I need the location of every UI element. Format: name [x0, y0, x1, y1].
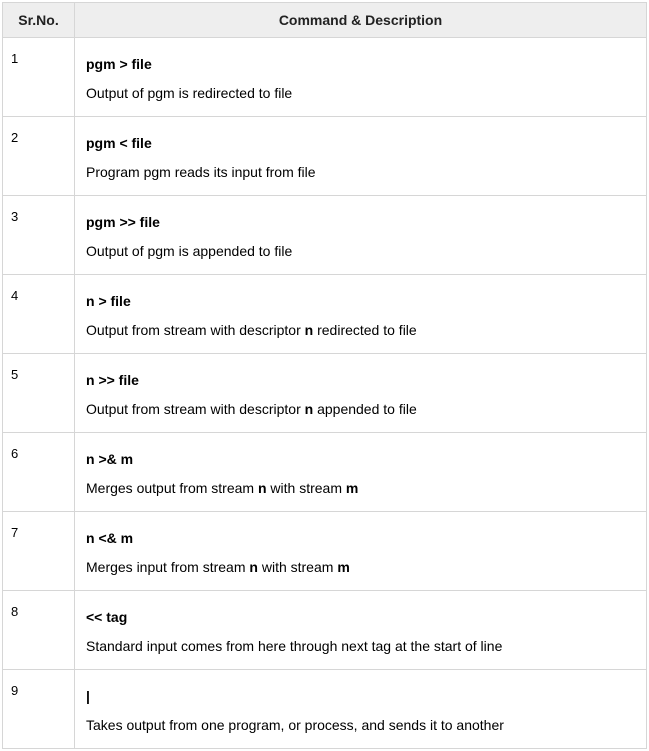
- table-row: [3, 275, 647, 354]
- command-description-cell: [75, 591, 647, 670]
- command-text: pgm >> file: [86, 214, 160, 230]
- description-segment: with stream: [266, 480, 346, 496]
- command-text: n >> file: [86, 372, 139, 388]
- table-row: [3, 354, 647, 433]
- description-segment: Output from stream with descriptor: [86, 322, 305, 338]
- sr-no-cell: 1: [3, 38, 75, 117]
- description-emphasis: n: [249, 559, 258, 575]
- description-text: [86, 559, 646, 575]
- description-text: [86, 638, 646, 654]
- sr-no-cell: 8: [3, 591, 75, 670]
- description-text: [86, 480, 646, 496]
- description-segment: Output of pgm is redirected to file: [86, 85, 293, 101]
- description-segment: appended to file: [313, 401, 417, 417]
- description-segment: Program pgm reads its input from file: [86, 164, 316, 180]
- table-body: [3, 38, 647, 749]
- command-description-cell: [75, 354, 647, 433]
- table-row: [3, 512, 647, 591]
- description-emphasis: n: [257, 480, 267, 496]
- command-description-cell: [75, 670, 647, 749]
- table-row: [3, 591, 647, 670]
- header-sr-no: Sr.No.: [3, 3, 75, 38]
- command-description-cell: [75, 38, 647, 117]
- table-header-row: [3, 3, 647, 38]
- table-row: [3, 670, 647, 749]
- command-text: n <& m: [86, 530, 134, 546]
- sr-no-cell: 7: [3, 512, 75, 591]
- sr-no-cell: 9: [3, 670, 75, 749]
- command-description-cell: [75, 117, 647, 196]
- table-row: [3, 433, 647, 512]
- description-text: [86, 322, 646, 338]
- command-table: [2, 2, 647, 749]
- sr-no-cell: 4: [3, 275, 75, 354]
- description-segment: Merges input from stream: [86, 559, 250, 575]
- command-text: pgm < file: [86, 135, 152, 151]
- description-segment: Merges output from stream: [86, 480, 258, 496]
- table-row: [3, 117, 647, 196]
- description-segment: redirected to file: [313, 322, 417, 338]
- sr-no-cell: 5: [3, 354, 75, 433]
- sr-no-cell: 6: [3, 433, 75, 512]
- header-command-description: Command & Description: [75, 3, 647, 38]
- command-text: pgm > file: [86, 56, 152, 72]
- table-row: [3, 38, 647, 117]
- description-text: [86, 164, 646, 180]
- description-emphasis: m: [337, 559, 350, 575]
- description-segment: with stream: [257, 559, 338, 575]
- description-segment: Standard input comes from here through next tag at the start of line: [86, 638, 503, 654]
- description-text: [86, 717, 646, 733]
- command-text: |: [86, 688, 90, 704]
- description-emphasis: n: [304, 401, 314, 417]
- description-emphasis: m: [345, 480, 359, 496]
- description-text: [86, 85, 646, 101]
- sr-no-cell: 2: [3, 117, 75, 196]
- command-description-cell: [75, 433, 647, 512]
- description-segment: Output of pgm is appended to file: [86, 243, 293, 259]
- sr-no-cell: 3: [3, 196, 75, 275]
- command-table-container: [2, 2, 646, 749]
- command-description-cell: [75, 275, 647, 354]
- command-text: n >& m: [86, 451, 134, 467]
- command-text: << tag: [86, 609, 128, 625]
- command-text: n > file: [86, 293, 131, 309]
- command-description-cell: [75, 512, 647, 591]
- table-row: [3, 196, 647, 275]
- description-emphasis: n: [304, 322, 314, 338]
- description-segment: Output from stream with descriptor: [86, 401, 305, 417]
- description-segment: Takes output from one program, or process, and sends it to another: [86, 717, 504, 733]
- description-text: [86, 401, 646, 417]
- command-description-cell: [75, 196, 647, 275]
- description-text: [86, 243, 646, 259]
